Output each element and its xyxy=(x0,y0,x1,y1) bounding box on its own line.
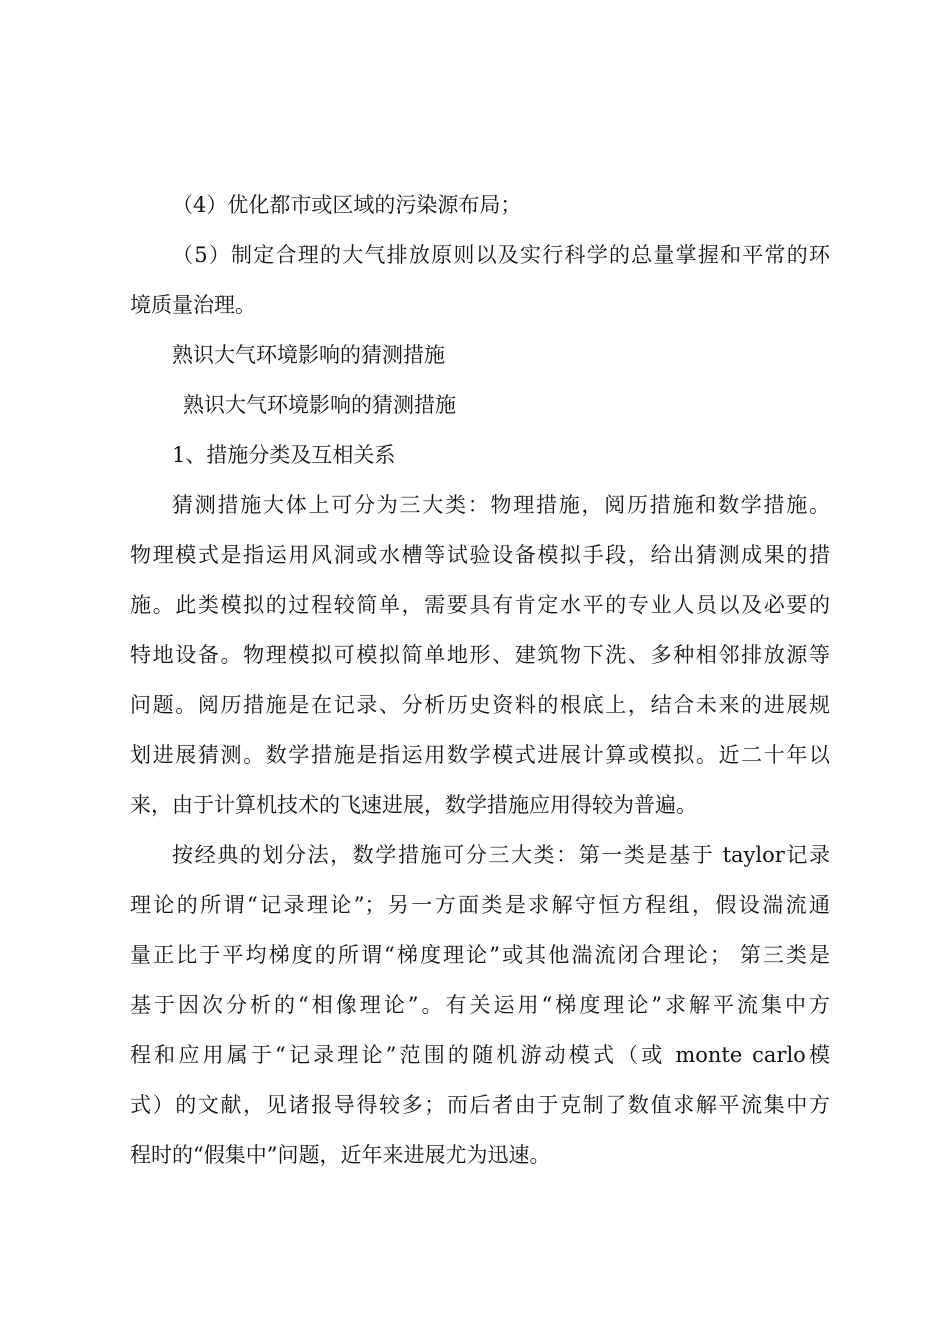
paragraph-line: （4）优化都市或区域的污染源布局； xyxy=(172,193,522,217)
paragraph-line: 来，由于计算机技术的飞速进展，数学措施应用得较为普遍。 xyxy=(130,793,697,817)
section-heading xyxy=(130,330,830,380)
paragraph-line: 程和应用属于“记录理论”范围的随机游动模式（或 monte carlo模 xyxy=(130,1043,830,1067)
list-item-5 xyxy=(130,230,830,330)
paragraph-line: 理论的所谓“记录理论”；另一方面类是求解守恒方程组，假设湍流通 xyxy=(130,893,830,917)
body-paragraph-classification xyxy=(130,830,830,1180)
section-subheading xyxy=(130,380,830,430)
heading-line: 熟识大气环境影响的猜测措施 xyxy=(172,343,445,367)
paragraph-line: 程时的“假集中”问题，近年来进展尤为迅速。 xyxy=(130,1143,551,1167)
paragraph-line: 特地设备。物理模拟可模拟简单地形、建筑物下洗、多种相邻排放源等 xyxy=(130,643,830,667)
body-paragraph-methods xyxy=(130,480,830,830)
list-item-4 xyxy=(130,180,830,230)
subsection-heading xyxy=(130,430,830,480)
paragraph-line: 猜测措施大体上可分为三大类：物理措施，阅历措施和数学措施。 xyxy=(172,493,830,517)
paragraph-line: 施。此类模拟的过程较简单，需要具有肯定水平的专业人员以及必要的 xyxy=(130,593,830,617)
paragraph-line: （5）制定合理的大气排放原则以及实行科学的总量掌握和平常的环 xyxy=(172,243,830,267)
paragraph-line: 划进展猜测。数学措施是指运用数学模式进展计算或模拟。近二十年以 xyxy=(130,743,830,767)
paragraph-line: 按经典的划分法，数学措施可分三大类：第一类是基于 taylor记录 xyxy=(172,843,830,867)
paragraph-line: 物理模式是指运用风洞或水槽等试验设备模拟手段，给出猜测成果的措 xyxy=(130,543,830,567)
paragraph-line: 式）的文献，见诸报导得较多；而后者由于克制了数值求解平流集中方 xyxy=(130,1093,830,1117)
paragraph-line: 基于因次分析的“相像理论”。有关运用“梯度理论”求解平流集中方 xyxy=(130,993,830,1017)
paragraph-line: 境质量治理。 xyxy=(130,293,256,317)
paragraph-line: 问题。阅历措施是在记录、分析历史资料的根底上，结合未来的进展规 xyxy=(130,693,830,717)
heading-line: 1、措施分类及互相关系 xyxy=(172,443,396,467)
heading-line: 熟识大气环境影响的猜测措施 xyxy=(183,393,456,417)
paragraph-line: 量正比于平均梯度的所谓“梯度理论”或其他湍流闭合理论； 第三类是 xyxy=(130,943,830,967)
document-page xyxy=(130,180,830,1180)
